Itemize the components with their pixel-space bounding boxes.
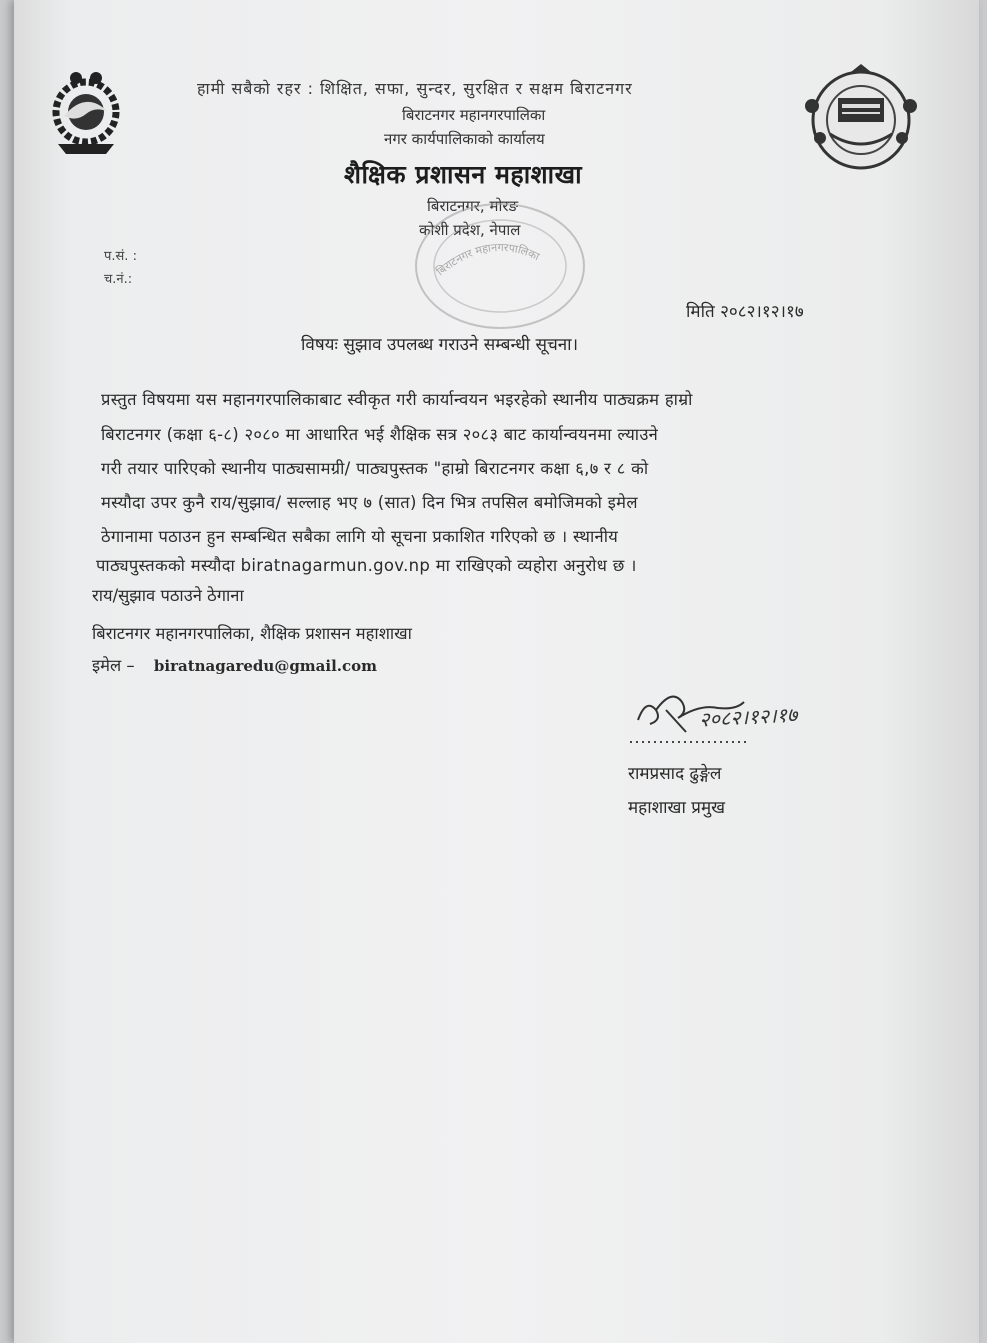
office-subtitle: नगर कार्यपालिकाको कार्यालय: [384, 130, 545, 148]
body-line-3: गरी तयार पारिएको स्थानीय पाठ्यसामग्री/ पाठ्यपुस्तक "हाम्रो बिराटनगर कक्षा ६,७ र ८ को: [101, 459, 649, 478]
signature-date: २०८२।१२।१७: [698, 702, 798, 732]
letter-number-label: प.सं. :: [104, 249, 137, 264]
municipality-logo-icon: [796, 64, 926, 174]
slogan: हामी सबैको रहर : शिक्षित, सफा, सुन्दर, सुरक्षित र सक्षम बिराटनगर: [197, 79, 633, 98]
contact-office: बिराटनगर महानगरपालिका, शैक्षिक प्रशासन महाशाखा: [92, 624, 412, 643]
government-emblem-icon: [36, 66, 136, 158]
address-line-2: कोशी प्रदेश, नेपाल: [419, 221, 521, 239]
contact-email-row: [92, 653, 377, 676]
contact-heading: राय/सुझाव पठाउने ठेगाना: [92, 586, 244, 605]
dispatch-number-label: च.नं.:: [104, 272, 133, 287]
letter-page: [14, 0, 979, 1343]
body-line-4: मस्यौदा उपर कुनै राय/सुझाव/ सल्लाह भए ७ (सात) दिन भित्र तपसिल बमोजिमको इमेल: [101, 493, 638, 512]
email-address: biratnagaredu@gmail.com: [153, 657, 378, 675]
body-line-5: ठेगानामा पठाउन हुन सम्बन्धित सबैका लागि यो सूचना प्रकाशित गरिएको छ । स्थानीय: [101, 527, 619, 546]
body-line-2: बिराटनगर (कक्षा ६-८) २०८० मा आधारित भई शैक्षिक सत्र २०८३ बाट कार्यान्वयनमा ल्याउने: [101, 425, 659, 444]
department-title: शैक्षिक प्रशासन महाशाखा: [344, 160, 583, 189]
letter-date: मिति २०८२।१२।१७: [686, 302, 804, 322]
office-stamp: [410, 196, 590, 336]
office-name: बिराटनगर महानगरपालिका: [402, 106, 546, 124]
stamp-text: बिराटनगर महानगरपालिका: [433, 240, 542, 279]
body-line-1: प्रस्तुत विषयमा यस महानगरपालिकाबाट स्वीकृत गरी कार्यान्वयन भइरहेको स्थानीय पाठ्यक्रम हाम्रो: [101, 390, 693, 409]
body-line-6: पाठ्यपुस्तकको मस्यौदा biratnagarmun.gov.np मा राखिएको व्यहोरा अनुरोध छ ।: [96, 556, 637, 575]
signatory-name: रामप्रसाद ढुङ्गेल: [628, 764, 722, 784]
letter-subject: विषयः सुझाव उपलब्ध गराउने सम्बन्धी सूचना।: [301, 335, 579, 355]
address-line-1: बिराटनगर, मोरङ: [427, 197, 519, 215]
signatory-title: महाशाखा प्रमुख: [628, 798, 726, 818]
email-label: इमेल –: [92, 656, 135, 675]
